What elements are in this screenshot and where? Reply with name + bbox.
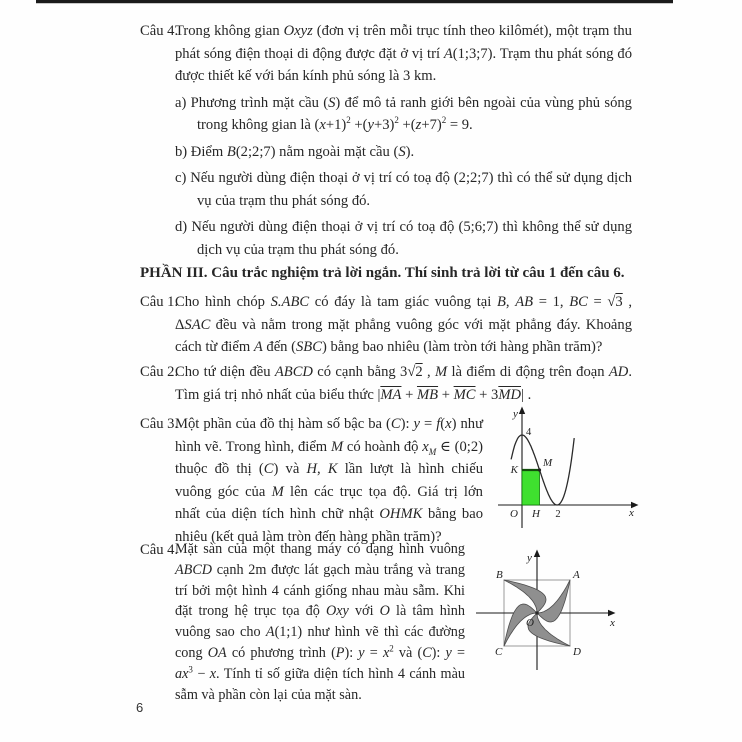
question-4-space-item-d: d) Nếu người dùng điện thoại ở vị trí có toạ độ (5;6;7) thì không thể sử dụng dịch vụ của trạm thu phát sóng đó. [175,219,632,258]
figure-label: x [629,507,634,519]
center-dot [535,611,539,615]
figure-label: O [510,508,518,520]
part3-heading: PHẦN III. Câu trắc nghiệm trả lời ngắn. Thí sinh trả lời từ câu 1 đến câu 6. [140,265,625,281]
question-3-text: Một phần của đồ thị hàm số bậc ba (C): y = f(x) như hình vẽ. Trong hình, điểm M có hoành độ $x_M$ ∈ (0;2) thuộc đồ thị (C) và H, K lần lượt là hình chiếu vuông góc của M lên các trục tọa độ. Giá trị lớn nhất của diện tích hình chữ nhật OHMK bằng bao nhiêu (kết quả làm tròn đến hàng phần trăm)? [175,416,484,545]
rectangle-OHMK [522,470,540,505]
figure-label: C [495,646,503,658]
pinwheel-figure [470,548,640,674]
y-axis-arrow [534,550,540,558]
question-4-space [140,20,632,261]
question-4-space-item-a: a) Phương trình mặt cầu (S) để mô tả ranh giới bên ngoài của vùng phủ sóng trong không gian là $(x+1)^2 +(y+3)^2 +(z+7)^2 = 9$. [175,94,632,133]
question-4-space-intro: Trong không gian Oxyz (đơn vị trên mỗi trục tính theo kilômét), một trạm thu phát sóng điện thoại di động được đặt ở vị trí A(1;3;7). Trạm thu phát sóng đó được thiết kế với bán kính phủ sóng là 3 km. [175,23,632,84]
question-2 [140,361,632,406]
figure-label: M [543,457,553,469]
pinwheel-svg [470,548,640,674]
question-1-text: Cho hình chóp S.ABC có đáy là tam giác vuông tại B, AB = 1, BC = √3 , ΔSAC đều và nằm trong mặt phẳng vuông góc với mặt phẳng đáy. Khoảng cách từ điểm A đến (SBC) bằng bao nhiêu (làm tròn tới hàng phần trăm)? [175,294,633,355]
question-2-label: Câu 2. [140,364,179,380]
question-4-space-label: Câu 4. [140,23,179,39]
figure-label: y [513,408,518,420]
figure-label: A [573,569,580,581]
figure-label: B [496,569,503,581]
question-3-label: Câu 3. [140,416,179,432]
figure-label: D [573,646,581,658]
figure-label: 2 [555,509,561,520]
question-2-text: Cho tứ diện đều ABCD có cạnh bằng 3√2 , M là điểm di động trên đoạn AD. Tìm giá trị nhỏ nhất của biểu thức $|\overline{MA} + \overline{MB} + \overline{MC} + 3\overline{MD}|$ . [175,364,632,403]
cubic-graph-svg [492,404,642,536]
question-1 [140,291,632,359]
question-1-label: Câu 1. [140,294,179,310]
y-axis-arrow [519,407,525,415]
cubic-graph-figure [492,404,642,536]
x-axis-arrow [608,610,616,616]
figure-label: x [610,617,615,629]
question-4-space-item-b: b) Điểm B(2;2;7) nằm ngoài mặt cầu (S). [175,143,415,160]
figure-label: y [527,552,532,564]
page-top-rule [36,0,673,4]
figure-label: O [526,617,534,629]
question-4-floor-label: Câu 4. [140,542,179,558]
cubic-curve [511,435,574,505]
question-4-floor-text: Mặt sàn của một thang máy có dạng hình vuông ABCD cạnh 2m được lát gạch màu trắng và trang trí bởi một hình 4 cánh giống nhau màu sẫm. Khi đặt trong hệ trục tọa độ Oxy với O là tâm hình vuông sao cho A(1;1) như hình vẽ thì các đường cong OA có phương trình (P): $y = x^2$ và (C): $y = ax^3 - x$. Tính tỉ số giữa diện tích hình 4 cánh màu sẫm và phần còn lại của mặt sàn. [175,541,465,703]
page-number: 6 [136,700,144,715]
point-M-dot [538,468,541,471]
figure-label: H [532,508,540,520]
figure-label: K [510,464,518,476]
figure-label: 4 [526,427,532,438]
question-4-space-item-c: c) Nếu người dùng điện thoại ở vị trí có toạ độ (2;2;7) thì có thể sử dụng dịch vụ của trạm thu phát sóng đó. [175,170,632,209]
